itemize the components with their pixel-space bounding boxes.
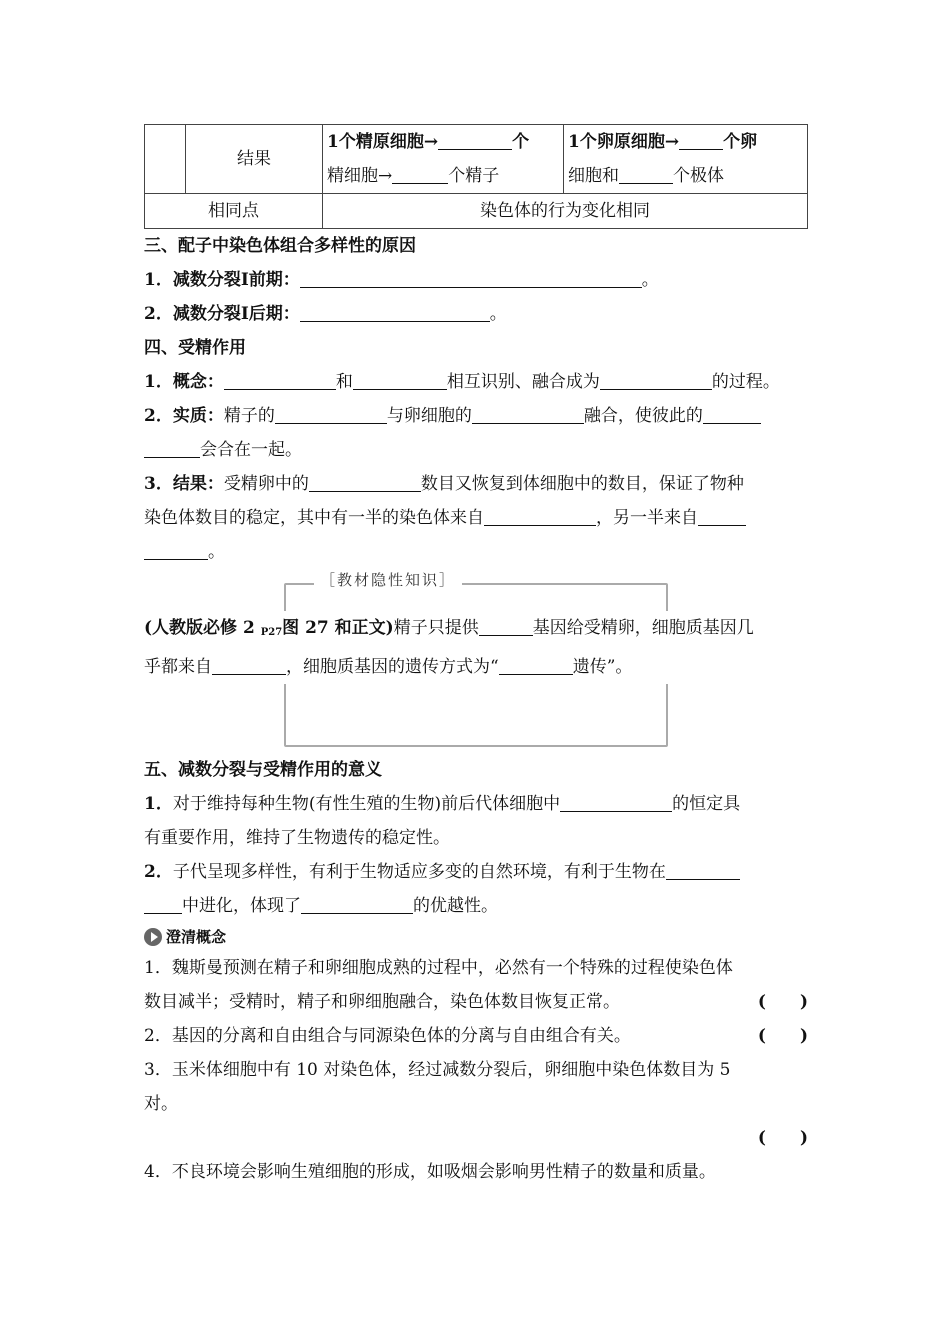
answer-paren[interactable]: ( ) [757, 1128, 808, 1148]
answer-blank[interactable] [560, 810, 672, 812]
play-icon [144, 928, 162, 946]
section4-item3: 3．结果：受精卵中的 数目又恢复到体细胞中的数目，保证了物种 [144, 474, 744, 494]
same-value: 染色体的行为变化相同 [323, 194, 808, 229]
answer-blank[interactable] [472, 422, 584, 424]
answer-blank[interactable] [353, 388, 447, 390]
box-title: ［教材隐性知识］ [314, 569, 462, 590]
answer-blank[interactable] [600, 388, 712, 390]
section4-item3-cont: 染色体数目的稳定，其中有一半的染色体来自 ，另一半来自 [144, 501, 808, 535]
section3-item2: 2．减数分裂Ⅰ后期： 。 [144, 304, 507, 324]
section3-title: 三、配子中染色体组合多样性的原因 [144, 236, 416, 256]
male-result-cell [323, 125, 564, 194]
answer-blank[interactable] [144, 456, 200, 458]
answer-paren[interactable]: ( ) [757, 992, 808, 1012]
table-row-result [145, 125, 808, 194]
clarify-q1-cont: 数目减半；受精时，精子和卵细胞融合，染色体数目恢复正常。 ( ) [144, 985, 808, 1019]
textbook-knowledge-box [144, 571, 808, 753]
answer-blank[interactable] [392, 182, 448, 184]
table-row-same [145, 194, 808, 229]
male-result-line1: 1个精原细胞→ 个 [327, 132, 530, 152]
answer-blank[interactable] [300, 320, 490, 322]
section5-item1: 1．对于维持每种生物(有性生殖的生物)前后代体细胞中 的恒定具 [144, 794, 741, 814]
answer-blank[interactable] [698, 524, 746, 526]
section5-item1-cont: 有重要作用，维持了生物遗传的稳定性。 [144, 828, 450, 848]
section4-title: 四、受精作用 [144, 338, 246, 358]
answer-blank[interactable] [438, 148, 512, 150]
answer-blank[interactable] [275, 422, 387, 424]
section5-item2-cont: 中进化，体现了 的优越性。 [144, 889, 808, 923]
clarify-concept-header: 澄清概念 [144, 923, 808, 951]
section4-item2: 2．实质：精子的 与卵细胞的 融合，使彼此的 [144, 399, 808, 433]
answer-blank[interactable] [309, 490, 421, 492]
answer-blank[interactable] [666, 878, 740, 880]
section5-title: 五、减数分裂与受精作用的意义 [144, 760, 382, 780]
answer-blank[interactable] [144, 558, 208, 560]
female-result-line2: 细胞和 个极体 [568, 166, 724, 186]
comparison-table [144, 124, 808, 229]
answer-blank[interactable] [224, 388, 336, 390]
answer-blank[interactable] [679, 148, 723, 150]
answer-blank[interactable] [484, 524, 596, 526]
clarify-q4: 4．不良环境会影响生殖细胞的形成，如吸烟会影响男性精子的数量和质量。 [144, 1162, 716, 1182]
section4-item1: 1．概念： 和 相互识别、融合成为 的过程。 [144, 372, 780, 392]
answer-blank[interactable] [301, 912, 413, 914]
section5-item2: 2．子代呈现多样性，有利于生物适应多变的自然环境，有利于生物在 [144, 855, 808, 889]
answer-blank[interactable] [144, 912, 182, 914]
clarify-q2: 2．基因的分离和自由组合与同源染色体的分离与自由组合有关。 ( ) [144, 1019, 808, 1053]
clarify-q1: 1．魏斯曼预测在精子和卵细胞成熟的过程中，必然有一个特殊的过程使染色体 [144, 958, 733, 978]
table-cell-empty [145, 125, 186, 194]
answer-blank[interactable] [499, 673, 573, 675]
result-label: 结果 [186, 125, 323, 194]
box-line2: 乎都来自 ，细胞质基因的遗传方式为“ 遗传”。 [144, 650, 808, 684]
clarify-q3-cont: 对。 [144, 1094, 178, 1114]
answer-blank[interactable] [703, 422, 761, 424]
box-text [144, 611, 808, 684]
box-line1: (人教版必修 2 $_{P27}$图 27 和正文)精子只提供 基因给受精卵，细胞质基因几 [144, 611, 808, 650]
section3-item1: 1．减数分裂Ⅰ前期： 。 [144, 270, 659, 290]
clarify-q3: 3．玉米体细胞中有 10 对染色体，经过减数分裂后，卵细胞中染色体数目为 5 [144, 1060, 731, 1080]
section4-item2-cont: 会合在一起。 [144, 433, 808, 467]
answer-paren[interactable]: ( ) [757, 1026, 808, 1046]
answer-blank[interactable] [619, 182, 673, 184]
document-page [144, 124, 808, 1189]
answer-blank[interactable] [300, 286, 642, 288]
male-result-line2: 精细胞→ 个精子 [327, 166, 500, 186]
answer-blank[interactable] [212, 673, 286, 675]
female-result-line1: 1个卵原细胞→ 个卵 [568, 132, 758, 152]
same-label: 相同点 [145, 194, 323, 229]
clarify-q3-paren-row [144, 1121, 808, 1155]
section4-item3-cont2: 。 [144, 535, 808, 569]
female-result-cell [564, 125, 808, 194]
answer-blank[interactable] [479, 634, 533, 636]
